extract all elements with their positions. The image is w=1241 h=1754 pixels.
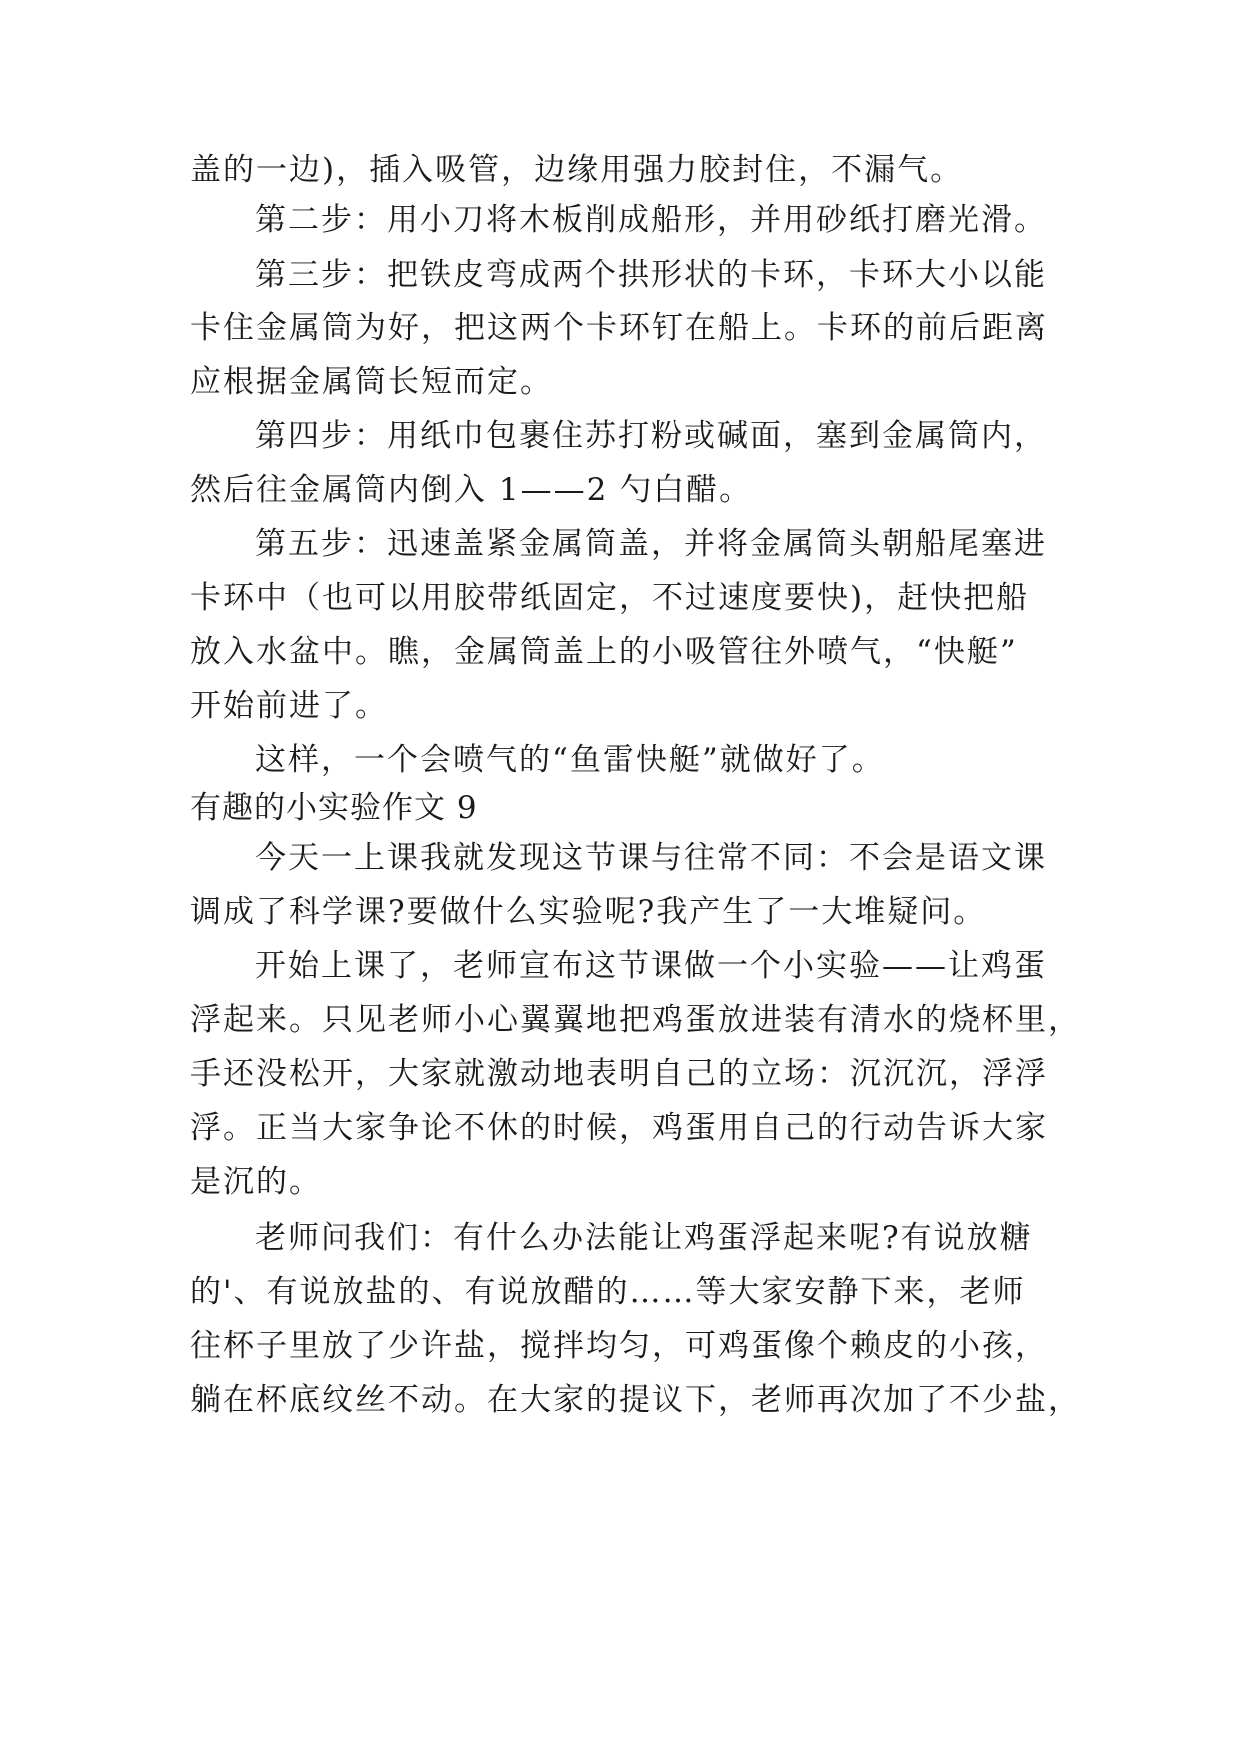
text-line: 放入水盆中。瞧，金属筒盖上的小吸管往外喷气，“快艇” — [190, 634, 1018, 670]
text-line: 的'、有说放盐的、有说放醋的……等大家安静下来，老师 — [190, 1274, 1026, 1310]
text-line: 浮。正当大家争论不休的时候，鸡蛋用自己的行动告诉大家 — [190, 1110, 1048, 1146]
text-line: 然后往金属筒内倒入 1——2 勺白醋。 — [190, 472, 753, 508]
text-line: 应根据金属筒长短而定。 — [190, 364, 553, 400]
text-line: 卡住金属筒为好，把这两个卡环钉在船上。卡环的前后距离 — [190, 310, 1048, 346]
text-line: 手还没松开，大家就激动地表明自己的立场：沉沉沉，浮浮 — [190, 1056, 1048, 1092]
text-line: 第四步：用纸巾包裹住苏打粉或碱面，塞到金属筒内， — [255, 418, 1047, 454]
text-line: 盖的一边)，插入吸管，边缘用强力胶封住，不漏气。 — [190, 152, 964, 188]
section-heading: 有趣的小实验作文 9 — [190, 790, 478, 826]
text-line: 开始上课了，老师宣布这节课做一个小实验——让鸡蛋 — [255, 948, 1047, 984]
text-line: 躺在杯底纹丝不动。在大家的提议下，老师再次加了不少盐， — [190, 1382, 1081, 1418]
text-line: 开始前进了。 — [190, 688, 388, 724]
text-line: 这样，一个会喷气的“鱼雷快艇”就做好了。 — [255, 742, 885, 778]
text-line: 调成了科学课?要做什么实验呢?我产生了一大堆疑问。 — [190, 894, 987, 930]
text-line: 浮起来。只见老师小心翼翼地把鸡蛋放进装有清水的烧杯里， — [190, 1002, 1081, 1038]
text-line: 卡环中（也可以用胶带纸固定，不过速度要快)，赶快把船 — [190, 580, 1030, 616]
text-line: 今天一上课我就发现这节课与往常不同：不会是语文课 — [255, 840, 1047, 876]
text-line: 是沉的。 — [190, 1164, 322, 1200]
text-line: 往杯子里放了少许盐，搅拌均匀，可鸡蛋像个赖皮的小孩， — [190, 1328, 1048, 1364]
text-line: 老师问我们：有什么办法能让鸡蛋浮起来呢?有说放糖 — [255, 1220, 1033, 1256]
text-line: 第二步：用小刀将木板削成船形，并用砂纸打磨光滑。 — [255, 202, 1047, 238]
text-line: 第三步：把铁皮弯成两个拱形状的卡环，卡环大小以能 — [255, 257, 1047, 293]
text-line: 第五步：迅速盖紧金属筒盖，并将金属筒头朝船尾塞进 — [255, 526, 1047, 562]
